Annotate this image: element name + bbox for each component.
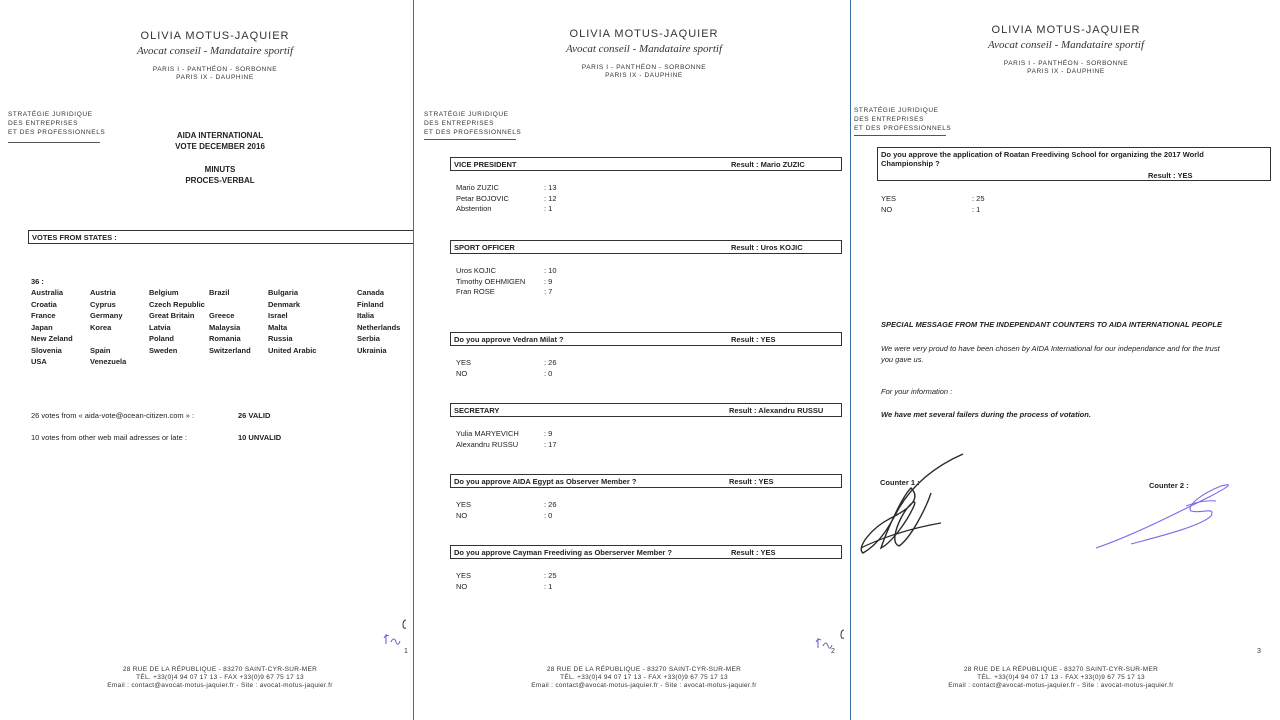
strategy-line: ET DES PROFESSIONNELS — [854, 125, 952, 132]
university-line: PARIS IX - DAUPHINE — [605, 72, 683, 79]
divider — [8, 142, 100, 143]
vote-result: Result : Mario ZUZIC — [731, 160, 805, 169]
country-item: Australia — [31, 288, 64, 297]
footer-address: 28 RUE DE LA RÉPUBLIQUE - 83270 SAINT-CYR-SUR-MER — [963, 666, 1159, 673]
country-item: Denmark — [268, 299, 301, 309]
vote-question: VICE PRESIDENT — [454, 160, 517, 169]
strategy-line: STRATÉGIE JURIDIQUE — [8, 111, 93, 118]
page-2 — [414, 0, 850, 720]
votes-valid-value: 26 VALID — [238, 411, 271, 420]
votes-from-states-box — [28, 230, 413, 244]
strategy-block — [854, 106, 951, 133]
country-item: Cyprus — [90, 299, 116, 309]
strategy-block — [8, 110, 105, 137]
message-title: SPECIAL MESSAGE FROM THE INDEPENDANT COUNTERS TO AIDA INTERNATIONAL PEOPLE — [881, 320, 1222, 329]
vote-option: Timothy OEHMIGEN — [456, 276, 526, 286]
country-item: Israel — [268, 311, 288, 320]
vote-question-box — [450, 157, 842, 171]
country-item: Slovenia — [31, 345, 62, 355]
votes-valid-label: 26 votes from « aida-vote@ocean-citizen.com » : — [31, 411, 195, 420]
vote-count: : 26 — [544, 500, 557, 509]
country-item: Brazil — [209, 288, 230, 297]
strategy-line: DES ENTREPRISES — [424, 120, 495, 127]
footer — [901, 666, 1221, 690]
country-item: Greece — [209, 311, 235, 320]
answer-count: : 25 — [972, 194, 985, 203]
vote-count: : 0 — [544, 368, 553, 378]
country-item: Croatia — [31, 299, 57, 309]
vote-option: NO — [456, 510, 468, 520]
lawyer-subtitle: Avocat conseil - Mandataire sportif — [136, 45, 293, 57]
vote-option: Uros KOJIC — [456, 266, 497, 275]
counter-2-label: Counter 2 : — [1149, 481, 1189, 490]
footer-phone: TÉL. +33(0)4 94 07 17 13 - FAX +33(0)9 67 75 17 13 — [560, 674, 728, 681]
votes-unvalid-label: 10 votes from other web mail adresses or late : — [31, 433, 187, 442]
footer-address: 28 RUE DE LA RÉPUBLIQUE - 83270 SAINT-CYR-SUR-MER — [122, 666, 318, 673]
vote-result: Result : YES — [729, 477, 774, 486]
section-title: VOTES FROM STATES : — [32, 233, 117, 242]
title-line: PROCES-VERBAL — [185, 176, 255, 185]
message-line: you gave us. — [881, 355, 924, 364]
message-body — [881, 343, 1276, 365]
country-item: Switzerland — [209, 345, 251, 355]
vote-count: : 9 — [544, 276, 553, 286]
vote-result: Result : YES — [731, 548, 776, 557]
initials-mark — [378, 612, 412, 652]
footer-phone: TÉL. +33(0)4 94 07 17 13 - FAX +33(0)9 67 75 17 13 — [977, 674, 1145, 681]
answer-count: : 1 — [972, 205, 981, 214]
vote-option: YES — [456, 358, 472, 367]
answer-label: YES — [881, 194, 897, 203]
university-line: PARIS I - PANTHÉON - SORBONNE — [152, 66, 278, 73]
doc-title — [140, 130, 300, 186]
footer-contact: Email : contact@avocat-motus-jaquier.fr - Site : avocat-motus-jaquier.fr — [531, 682, 757, 689]
country-item: Romania — [209, 334, 241, 343]
vote-result: Result : Uros KOJIC — [731, 243, 803, 252]
university-line: PARIS IX - DAUPHINE — [1027, 68, 1105, 75]
vote-option: Mario ZUZIC — [456, 183, 499, 192]
page-1 — [0, 0, 413, 720]
strategy-line: ET DES PROFESSIONNELS — [424, 129, 522, 136]
vote-count: : 13 — [544, 183, 557, 192]
lawyer-name: OLIVIA MOTUS-JAQUIER — [140, 30, 290, 42]
vote-question: SPORT OFFICER — [454, 243, 515, 252]
page-number: 2 — [831, 648, 835, 655]
footer-contact: Email : contact@avocat-motus-jaquier.fr - Site : avocat-motus-jaquier.fr — [107, 682, 333, 689]
country-item: Ukrainia — [357, 345, 387, 355]
states-count: 36 : — [31, 277, 44, 286]
title-line: AIDA INTERNATIONAL — [176, 131, 264, 140]
country-item: New Zeland — [31, 334, 73, 343]
country-item: Belgium — [149, 288, 179, 297]
question-line: Championship ? — [881, 159, 940, 168]
lawyer-name: OLIVIA MOTUS-JAQUIER — [991, 24, 1141, 36]
signature-counter-1 — [851, 448, 971, 563]
vote-option: NO — [456, 581, 468, 591]
vote-option: Fran ROSE — [456, 287, 495, 296]
answer-label: NO — [881, 205, 893, 214]
vote-count: : 1 — [544, 204, 553, 213]
lawyer-name: OLIVIA MOTUS-JAQUIER — [569, 28, 719, 40]
strategy-line: ET DES PROFESSIONNELS — [8, 129, 106, 136]
lawyer-subtitle: Avocat conseil - Mandataire sportif — [565, 43, 722, 55]
letterhead — [30, 30, 400, 82]
vote-option: Petar BOJOVIC — [456, 193, 509, 203]
country-item: Spain — [90, 345, 111, 355]
footer-phone: TÉL. +33(0)4 94 07 17 13 - FAX +33(0)9 67 75 17 13 — [136, 674, 304, 681]
lawyer-subtitle: Avocat conseil - Mandataire sportif — [987, 39, 1144, 51]
title-line: MINUTS — [204, 165, 236, 174]
country-item: Czech Republic — [149, 299, 205, 309]
vote-question-box — [450, 403, 842, 417]
page-number: 1 — [404, 648, 408, 655]
country-item: Bulgaria — [268, 288, 299, 297]
vote-count: : 7 — [544, 287, 553, 296]
letterhead — [881, 24, 1251, 76]
vote-question-box — [450, 545, 842, 559]
vote-count: : 1 — [544, 581, 553, 591]
footer — [484, 666, 804, 690]
votes-unvalid-value: 10 UNVALID — [238, 433, 282, 442]
vote-count: : 17 — [544, 439, 557, 449]
vote-count: : 25 — [544, 571, 557, 580]
country-item: Germany — [90, 311, 123, 320]
info-label: For your information : — [881, 387, 953, 396]
vote-option: YES — [456, 500, 472, 509]
footer-contact: Email : contact@avocat-motus-jaquier.fr - Site : avocat-motus-jaquier.fr — [948, 682, 1174, 689]
vote-question-box — [450, 240, 842, 254]
vote-result: Result : Alexandru RUSSU — [729, 406, 824, 415]
country-item: Japan — [31, 322, 53, 332]
vote-option: YES — [456, 571, 472, 580]
country-item: Poland — [149, 334, 175, 343]
question-result: Result : YES — [1148, 171, 1193, 180]
letterhead — [459, 28, 829, 80]
strategy-line: DES ENTREPRISES — [854, 116, 925, 123]
country-item: Sweden — [149, 345, 178, 355]
strategy-block — [424, 110, 521, 137]
university-line: PARIS IX - DAUPHINE — [176, 74, 254, 81]
country-item: Canada — [357, 288, 385, 297]
vote-count: : 9 — [544, 429, 553, 438]
vote-option: NO — [456, 368, 468, 378]
strategy-line: STRATÉGIE JURIDIQUE — [854, 107, 939, 114]
country-item: Great Britain — [149, 311, 195, 320]
vote-question: SECRETARY — [454, 406, 500, 415]
divider — [424, 139, 516, 140]
country-item: Finland — [357, 299, 384, 309]
country-item: Latvia — [149, 322, 171, 332]
question-line: Do you approve the application of Roatan Freediving School for organizing the 2017 World — [881, 150, 1204, 159]
country-item: Netherlands — [357, 322, 401, 332]
footer-address: 28 RUE DE LA RÉPUBLIQUE - 83270 SAINT-CYR-SUR-MER — [546, 666, 742, 673]
vote-option: Abstention — [456, 204, 492, 213]
country-item: Venezuela — [90, 357, 127, 366]
strategy-line: DES ENTREPRISES — [8, 120, 79, 127]
title-line: VOTE DECEMBER 2016 — [175, 142, 265, 151]
message-line: We were very proud to have been chosen by AIDA International for our independance and for the trust — [881, 344, 1220, 353]
vote-result: Result : YES — [731, 335, 776, 344]
vote-option: Alexandru RUSSU — [456, 439, 519, 449]
vote-question: Do you approve Vedran Milat ? — [454, 335, 564, 344]
country-item: Malaysia — [209, 322, 241, 332]
vote-question-box — [450, 474, 842, 488]
strategy-line: STRATÉGIE JURIDIQUE — [424, 111, 509, 118]
country-item: USA — [31, 357, 47, 366]
vote-count: : 26 — [544, 358, 557, 367]
vote-count: : 10 — [544, 266, 557, 275]
country-item: Korea — [90, 322, 112, 332]
info-statement: We have met several failers during the process of votation. — [881, 410, 1091, 419]
footer — [60, 666, 380, 690]
page-3 — [851, 0, 1280, 720]
vote-question-box — [450, 332, 842, 346]
country-item: Russia — [268, 334, 293, 343]
vote-question: Do you approve Cayman Freediving as Oberserver Member ? — [454, 548, 672, 557]
country-item: United Arabic — [268, 345, 317, 355]
vote-option: Yulia MARYEVICH — [456, 429, 519, 438]
roatan-question-box — [877, 147, 1271, 181]
country-item: France — [31, 311, 56, 320]
vote-question: Do you approve AIDA Egypt as Observer Member ? — [454, 477, 637, 486]
country-item: Malta — [268, 322, 288, 332]
signature-counter-2 — [1091, 476, 1241, 556]
country-item: Serbia — [357, 334, 380, 343]
country-item: Italia — [357, 311, 375, 320]
vote-count: : 12 — [544, 193, 557, 203]
university-line: PARIS I - PANTHÉON - SORBONNE — [581, 64, 707, 71]
counter-1-label: Counter 1 : — [880, 478, 920, 487]
university-line: PARIS I - PANTHÉON - SORBONNE — [1003, 60, 1129, 67]
vote-count: : 0 — [544, 510, 553, 520]
initials-mark — [812, 622, 850, 662]
page-number: 3 — [1257, 648, 1261, 655]
country-item: Austria — [90, 288, 116, 297]
divider — [854, 135, 946, 136]
